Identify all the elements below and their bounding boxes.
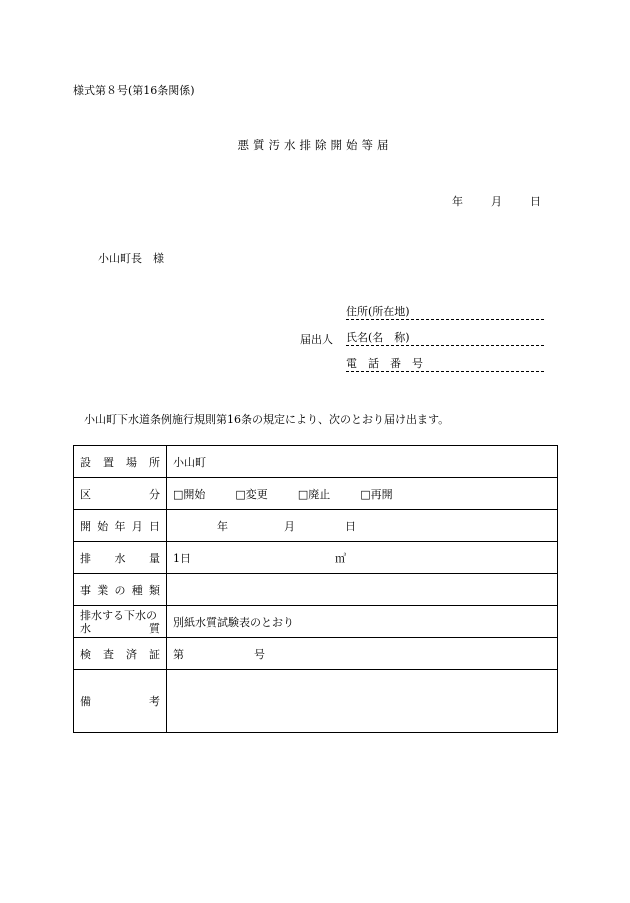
row-inspection (74, 638, 558, 670)
row-discharge (74, 542, 558, 574)
start-date-label: 開 始 年 月 日 (80, 519, 160, 533)
info-table (73, 445, 558, 733)
quality-value[interactable]: 別紙水質試験表のとおり (167, 606, 558, 638)
row-business (74, 574, 558, 606)
row-category (74, 478, 558, 510)
address-field[interactable] (346, 303, 544, 320)
location-label: 設 置 場 所 (80, 455, 160, 469)
intro-text: 小山町下水道条例施行規則第16条の規定により、次のとおり届け出ます。 (84, 413, 450, 426)
option-change-checkbox[interactable]: □変更 (235, 487, 268, 501)
category-options (167, 478, 558, 510)
business-value[interactable] (167, 574, 558, 606)
row-start-date (74, 510, 558, 542)
name-label: 氏名(名 称) (346, 331, 410, 344)
document-title: 悪質汚水排除開始等届 (237, 138, 393, 152)
start-month-label: 月 (284, 519, 295, 533)
applicant-label: 届出人 (300, 333, 333, 346)
option-start-checkbox[interactable]: □開始 (173, 487, 206, 501)
option-resume-checkbox[interactable]: □再開 (360, 487, 393, 501)
row-quality (74, 606, 558, 638)
start-date-value[interactable] (167, 510, 558, 542)
form-number: 様式第８号(第16条関係) (73, 84, 195, 97)
remarks-label: 備 考 (80, 695, 160, 708)
option-abolish-checkbox[interactable]: □廃止 (297, 487, 331, 501)
date-day-label: 日 (530, 195, 541, 208)
inspection-label: 検 査 済 証 (80, 647, 160, 661)
discharge-unit: ㎥ (335, 551, 346, 565)
location-value[interactable]: 小山町 (167, 446, 558, 478)
category-label: 区 分 (80, 487, 160, 501)
row-remarks (74, 670, 558, 733)
remarks-value[interactable] (167, 670, 558, 733)
inspection-prefix: 第 (173, 647, 184, 661)
date-line (452, 193, 541, 209)
quality-label: 排水する下水の 水 質 (80, 608, 160, 635)
discharge-prefix: 1日 (173, 551, 191, 565)
date-month-label: 月 (491, 195, 502, 208)
recipient: 小山町長 様 (98, 252, 164, 265)
phone-field[interactable] (346, 355, 544, 372)
start-day-label: 日 (345, 519, 356, 533)
name-field[interactable] (346, 329, 544, 346)
inspection-suffix: 号 (254, 647, 265, 661)
inspection-value[interactable] (167, 638, 558, 670)
row-location (74, 446, 558, 478)
phone-label: 電 話 番 号 (346, 357, 423, 370)
date-year-label: 年 (452, 195, 463, 208)
discharge-value[interactable] (167, 542, 558, 574)
discharge-label: 排 水 量 (80, 551, 160, 565)
start-year-label: 年 (217, 519, 228, 533)
address-label: 住所(所在地) (346, 305, 410, 318)
business-label: 事 業 の 種 類 (80, 583, 160, 597)
